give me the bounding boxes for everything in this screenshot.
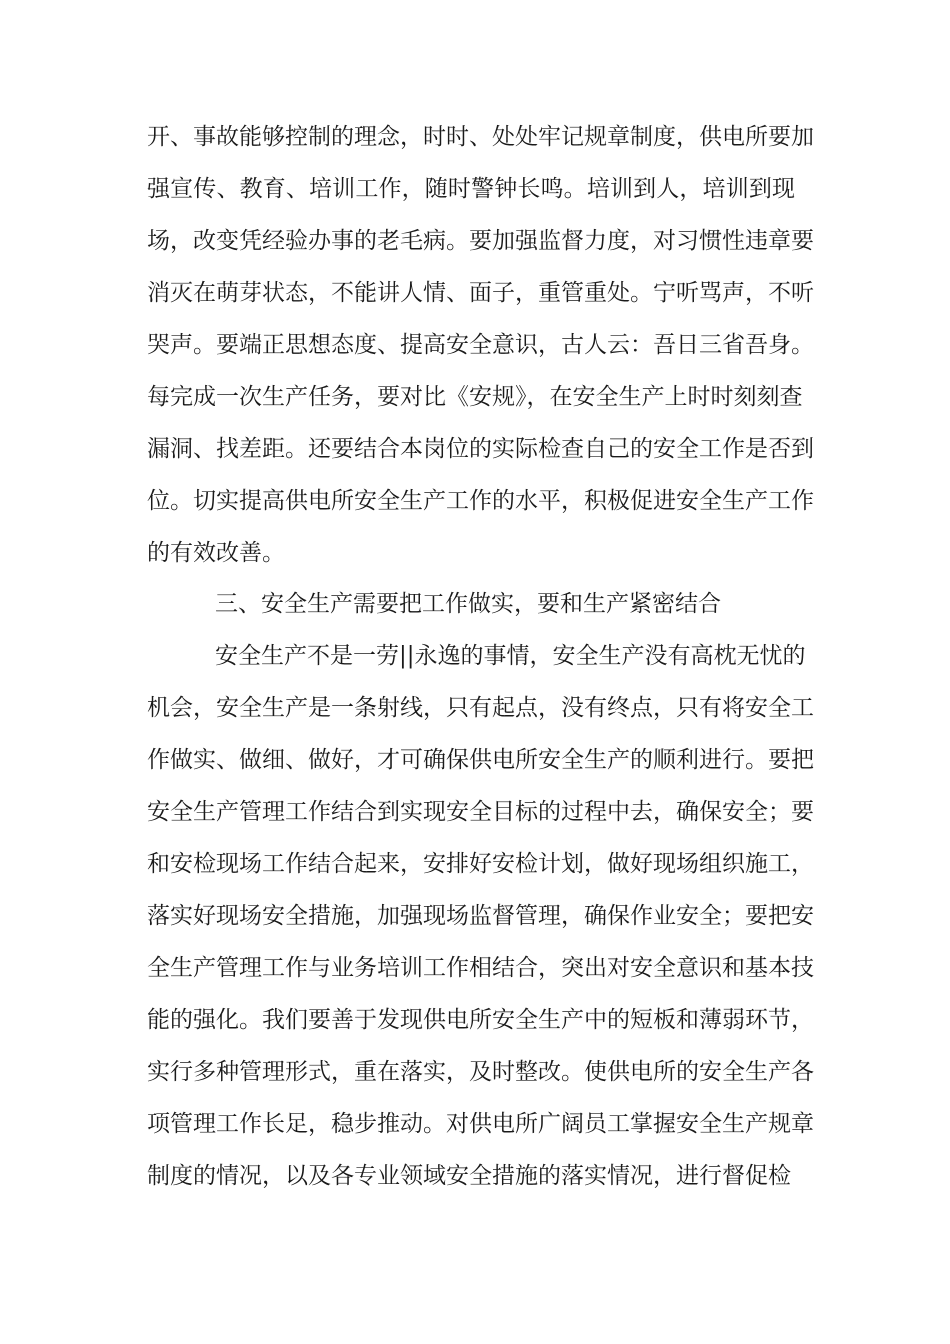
text-line: 安全生产不是一劳||永逸的事情，安全生产没有高枕无忧的 (215, 643, 806, 669)
text-line: 每完成一次生产任务，要对比《安规》，在安全生产上时时刻刻查 (147, 384, 803, 410)
text-line: 安全生产管理工作结合到实现安全目标的过程中去，确保安全；要 (147, 799, 814, 825)
text-line: 机会，安全生产是一条射线，只有起点，没有终点，只有将安全工 (147, 695, 814, 721)
text-line: 的有效改善。 (147, 540, 285, 566)
text-line: 强宣传、教育、培训工作，随时警钟长鸣。培训到人，培训到现 (147, 176, 796, 202)
text-line: 漏洞、找差距。还要结合本岗位的实际检查自己的安全工作是否到 (147, 436, 814, 462)
text-line: 位。切实提高供电所安全生产工作的水平，积极促进安全生产工作 (147, 488, 814, 514)
text-line: 开、事故能够控制的理念，时时、处处牢记规章制度，供电所要加 (147, 124, 814, 150)
text-line: 能的强化。我们要善于发现供电所安全生产中的短板和薄弱环节， (147, 1007, 814, 1033)
text-line: 制度的情况，以及各专业领域安全措施的落实情况，进行督促检 (147, 1163, 791, 1189)
text-line: 消灭在萌芽状态，不能讲人情、面子，重管重处。宁听骂声，不听 (147, 280, 814, 306)
text-line: 落实好现场安全措施，加强现场监督管理，确保作业安全；要把安 (147, 903, 814, 929)
text-line: 作做实、做细、做好，才可确保供电所安全生产的顺利进行。要把 (147, 747, 814, 773)
text-line: 哭声。要端正思想态度、提高安全意识，古人云：吾日三省吾身。 (147, 332, 814, 358)
text-line: 项管理工作长足，稳步推动。对供电所广阔员工掌握安全生产规章 (147, 1111, 814, 1137)
text-line: 和安检现场工作结合起来，安排好安检计划，做好现场组织施工， (147, 851, 814, 877)
text-line: 实行多种管理形式，重在落实，及时整改。使供电所的安全生产各 (147, 1059, 814, 1085)
text-line: 全生产管理工作与业务培训工作相结合，突出对安全意识和基本技 (147, 955, 814, 981)
text-line: 场，改变凭经验办事的老毛病。要加强监督力度，对习惯性违章要 (147, 228, 814, 254)
section-heading: 三、安全生产需要把工作做实，要和生产紧密结合 (215, 591, 721, 617)
